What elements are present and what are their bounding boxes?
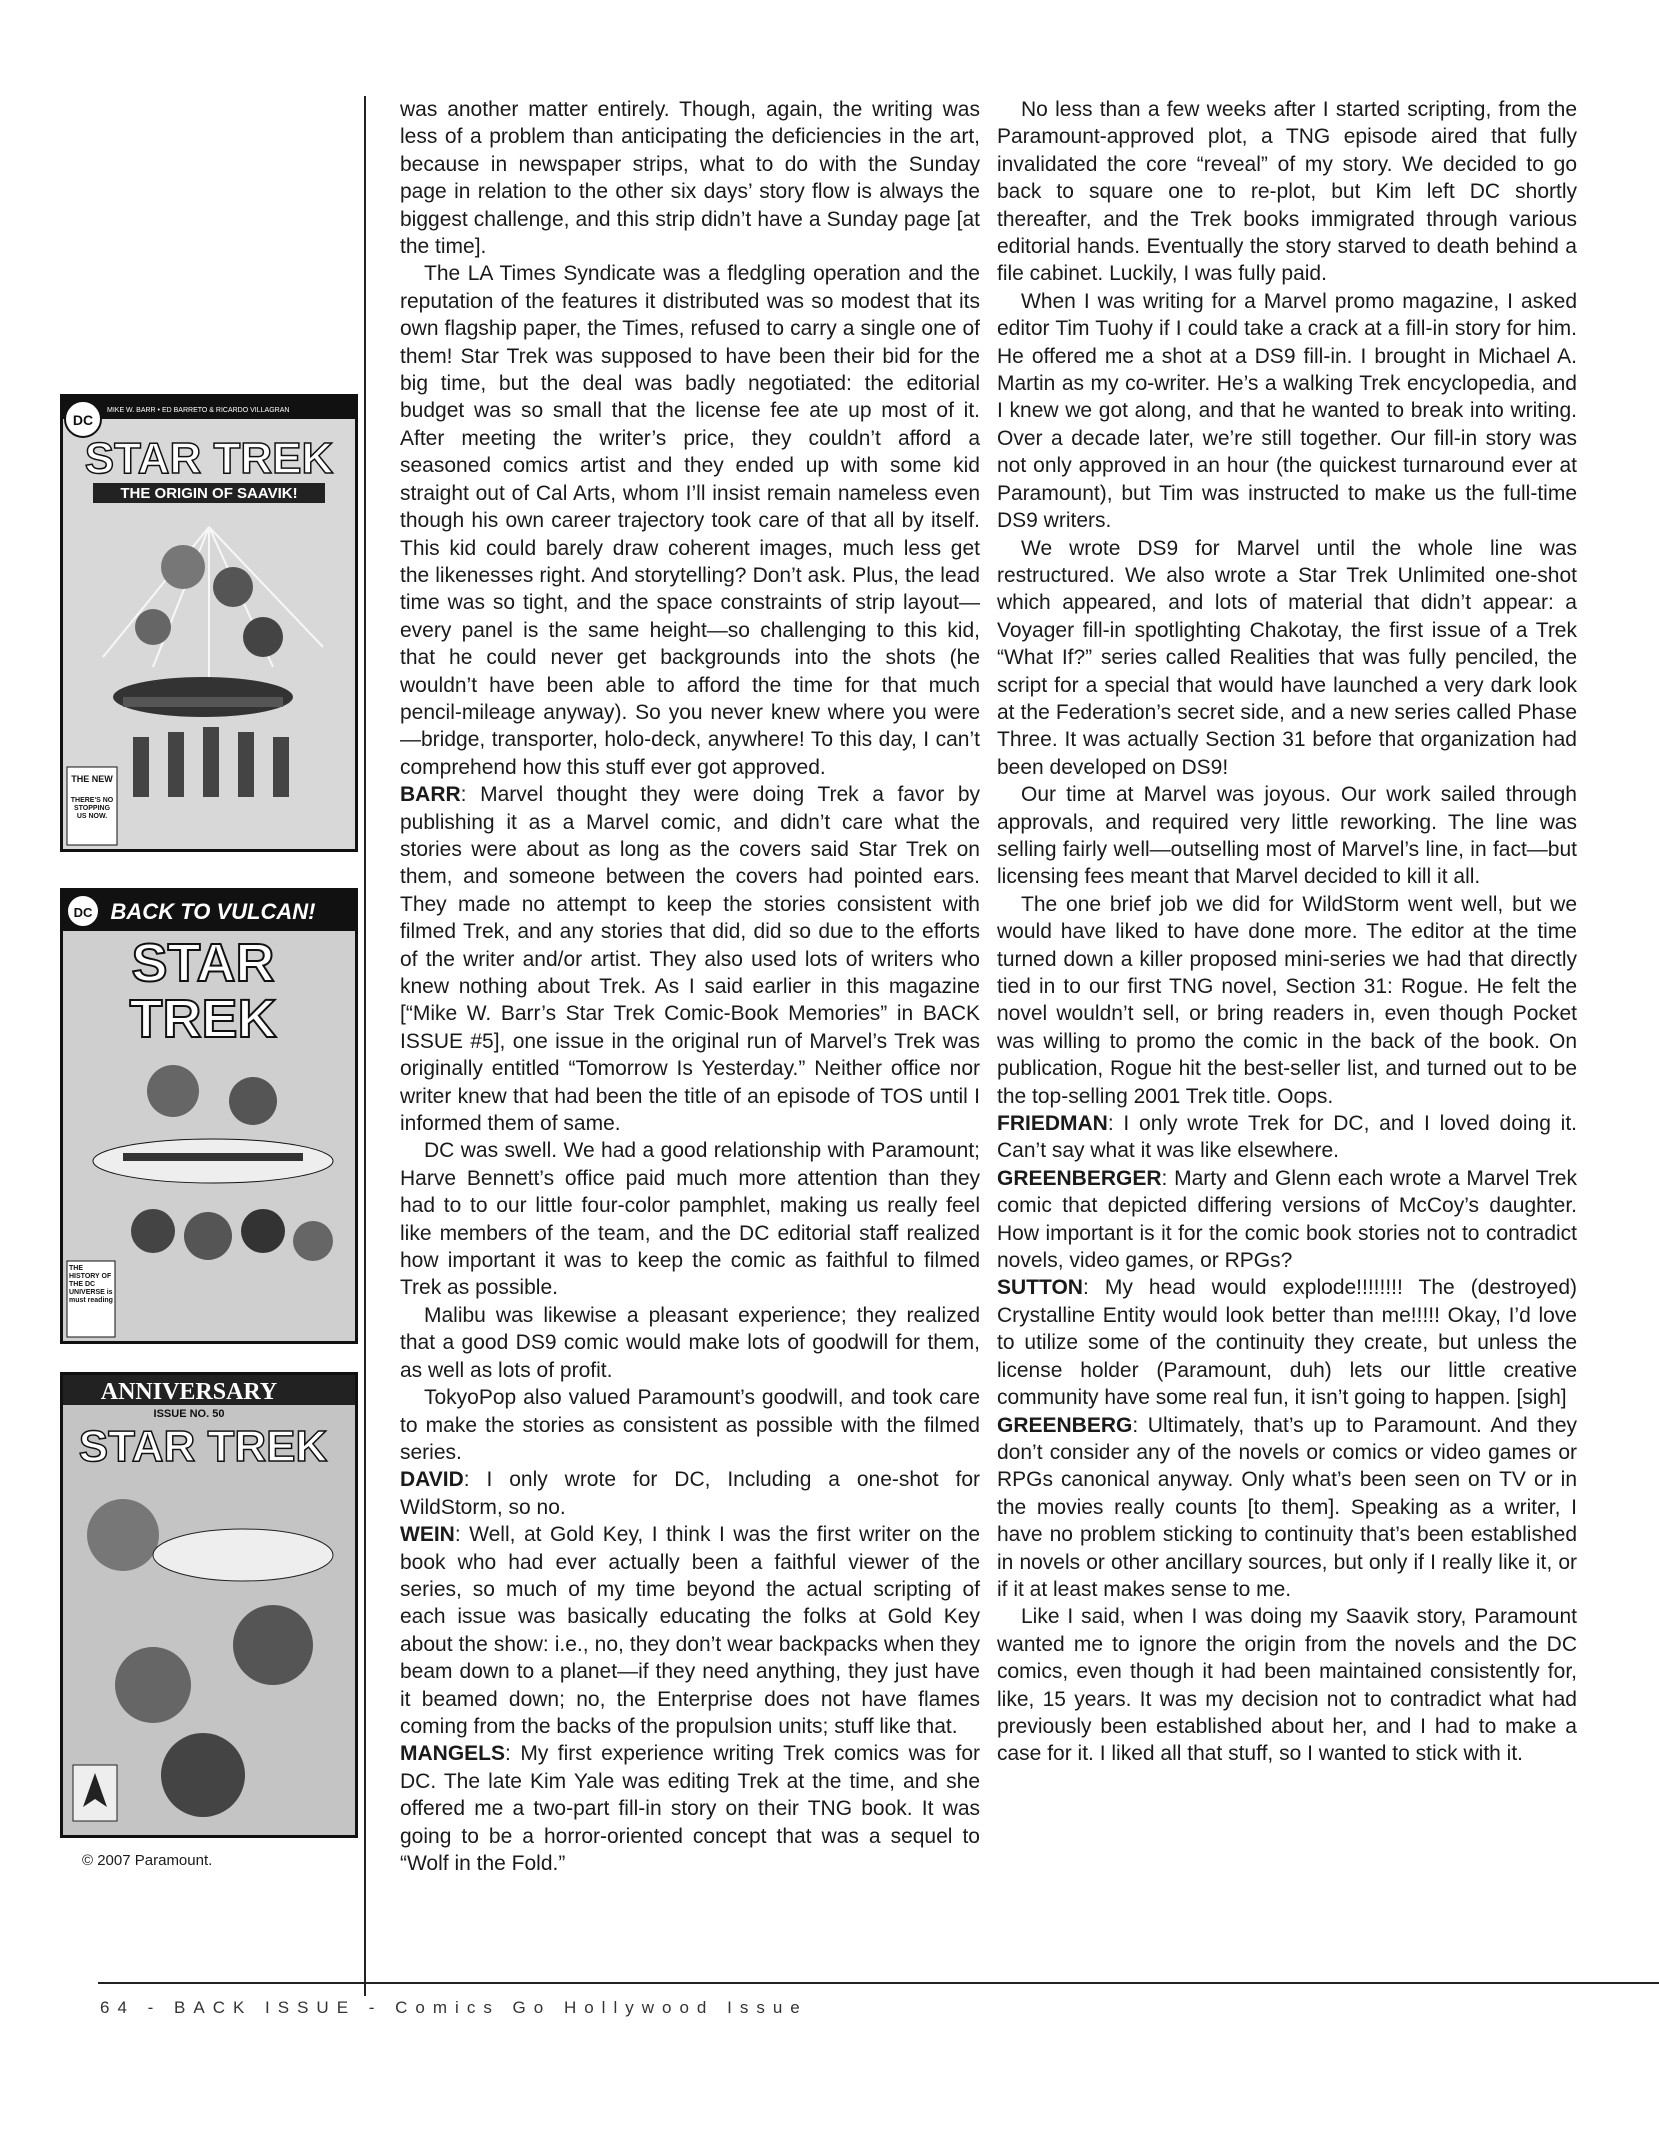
cover-art-3: [63, 1375, 355, 1835]
svg-text:STAR TREK: STAR TREK: [84, 434, 334, 483]
interview-answer: [400, 1740, 980, 1877]
svg-text:STAR TREK: STAR TREK: [78, 1422, 328, 1471]
cover-art-1: DC MIKE W. BARR • ED BARRETO & RICARDO VILLAGRAN STAR TREK THE ORIGIN OF SAAVIK! THE NEW THERE'S NO STOPPING US NOW.: [63, 397, 355, 849]
interview-answer: [400, 781, 980, 1137]
svg-text:ISSUE NO. 50: ISSUE NO. 50: [153, 1408, 225, 1420]
cover-back-to-vulcan: [60, 888, 358, 1344]
interview-answer: [997, 1110, 1577, 1165]
article-paragraph: The one brief job we did for WildStorm went well, but we would have liked to have done more. The editor at the time turned down a killer proposed mini-series we had that directly tied in to our first TNG novel, Section 31: Rogue. He felt the novel wouldn’t sell, or bring readers in, even though Pocket was willing to promo the comic in the back of the book. On publication, Rogue hit the best-seller list, and turned out to be the top-selling 2001 Trek title. Oops.: [997, 892, 1577, 1108]
svg-text:TREK: TREK: [129, 989, 277, 1049]
page-footer: 64 - BACK ISSUE - Comics Go Hollywood Issue: [100, 1998, 808, 2017]
article-paragraph: No less than a few weeks after I started scripting, from the Paramount-approved plot, a TNG episode aired that fully invalidated the core “reveal” of my story. We decided to go back to square one to re-plot, but Kim left DC shortly thereafter, and the Trek books immigrated through various editorial hands. Eventually the story starved to death behind a file cabinet. Luckily, I was fully paid.: [997, 98, 1577, 286]
interview-answer: [400, 1466, 980, 1521]
article-paragraph: DC was swell. We had a good relationship with Paramount; Harve Bennett’s office paid much more attention than they had to to our little four-color pamphlet, making us really feel like members of the team, and the DC editorial staff realized how important it was to keep the comic as faithful to filmed Trek as possible.: [400, 1139, 980, 1300]
answer-text: : I only wrote for DC, Including a one-shot for WildStorm, so no.: [400, 1468, 980, 1519]
answer-text: : I only wrote Trek for DC, and I loved doing it. Can’t say what it was like elsewhere.: [997, 1112, 1577, 1163]
column-divider: [364, 96, 366, 1996]
interview-answer: [997, 1412, 1577, 1604]
svg-text:THE ORIGIN OF SAAVIK!: THE ORIGIN OF SAAVIK!: [120, 485, 298, 502]
speaker-name: GREENBERG: [997, 1413, 1133, 1437]
article-paragraph: Malibu was likewise a pleasant experience; they realized that a good DS9 comic would make lots of goodwill for them, as well as lots of profit.: [400, 1303, 980, 1382]
answer-text: : My head would explode!!!!!!!! The (destroyed) Crystalline Entity would look better than me!!!!! Okay, I’d love to utilize some of the continuity they create, but unless the license holder (Paramount, duh) lets our little creative community have some real fun, it isn’t going to happen. [sigh]: [997, 1276, 1577, 1410]
article-paragraph: When I was writing for a Marvel promo magazine, I asked editor Tim Tuohy if I could take a crack at a fill-in story for him. He offered me a shot at a DS9 fill-in. I brought in Michael A. Martin as my co-writer. He’s a walking Trek encyclopedia, and I knew we got along, and that he wanted to break into writing. Over a decade later, we’re still together. Our fill-in story was not only approved in an hour (the quickest turnaround ever at Paramount), but Tim was instructed to make us the full-time DS9 writers.: [997, 289, 1577, 533]
answer-text: : Ultimately, that’s up to Paramount. And they don’t consider any of the novels or comics or video games or RPGs canonical anyway. Only what’s been seen on TV or in the movies really counts [to them]. Speaking as a writer, I have no problem sticking to continuity that’s been established in novels or other ancillary sources, but only if I really like it, or if it at least makes sense to me.: [997, 1413, 1577, 1601]
speaker-name: BARR: [400, 783, 461, 807]
article-paragraph: Like I said, when I was doing my Saavik story, Paramount wanted me to ignore the origin from the novels and the DC comics, even though it had been maintained consistently for, like, 15 years. It was my decision not to contradict what had previously been established about her, and I had to make a case for it. I liked all that stuff, so I wanted to stick with it.: [997, 1605, 1577, 1766]
cover-origin-of-saavik: [60, 394, 358, 852]
speaker-name: GREENBERGER: [997, 1166, 1162, 1190]
image-credit: © 2007 Paramount.: [82, 1852, 213, 1869]
interview-answer: [400, 1521, 980, 1740]
interview-answer: [997, 1165, 1577, 1275]
article-column-2: [997, 96, 1577, 1768]
speaker-name: FRIEDMAN: [997, 1112, 1108, 1136]
article-paragraph: TokyoPop also valued Paramount’s goodwill, and took care to make the stories as consistent as possible with the filmed series.: [400, 1386, 980, 1464]
speaker-name: SUTTON: [997, 1276, 1083, 1300]
cover-art-2: DC BACK TO VULCAN! STAR TREK THE HISTORY OF THE DC UNIVERSE is must reading: [63, 891, 355, 1341]
svg-text:DC: DC: [72, 412, 94, 428]
svg-text:BACK TO VULCAN!: BACK TO VULCAN!: [110, 899, 316, 924]
interview-answer: [997, 1274, 1577, 1411]
article-paragraph: The LA Times Syndicate was a fledgling operation and the reputation of the features it distributed was so modest that its own flagship paper, the Times, refused to carry a single one of them! Star Trek was supposed to have been their bid for the big time, but the deal was badly negotiated: the editorial budget was so small that the license fee ate up most of it. After meeting the writer’s price, they couldn’t afford a seasoned comics artist and they ended up with some kid straight out of Cal Arts, whom I’ll insist remain nameless even though his own career trajectory took care of that all by itself. This kid could barely draw coherent images, much less get the likenesses right. And storytelling? Don’t ask. Plus, the lead time was so tight, and the space constraints of strip layout—every panel is the same height—so challenging to this kid, that he could never get backgrounds into the shots (he wouldn’t have been able to afford the time for that much pencil-mileage anyway). So you never knew where you were—bridge, transporter, holo-deck, anywhere! To this day, I can’t comprehend how this stuff ever got approved.: [400, 262, 980, 779]
svg-text:STAR: STAR: [131, 933, 275, 993]
svg-text:MIKE W. BARR • ED BARRETO & RI: MIKE W. BARR • ED BARRETO & RICARDO VILLAGRAN: [107, 407, 290, 414]
article-column-1: [400, 96, 980, 1877]
answer-text: : Marvel thought they were doing Trek a favor by publishing it as a Marvel comic, and didn’t care what the stories were about as long as the covers said Star Trek on them, and someone between the covers had pointed ears. They made no attempt to keep the stories consistent with filmed Trek, and any stories that did, did so due to the efforts of the writer and/or artist. They also used lots of writers who knew nothing about Trek. As I said earlier in this magazine [“Mike W. Barr’s Star Trek Comic-Book Memories” in BACK ISSUE #5], one issue in the original run of Marvel’s Trek was originally entitled “Tomorrow Is Yesterday.” Neither office nor writer knew that had been the title of an episode of TOS until I informed them of same.: [400, 783, 980, 1136]
speaker-name: DAVID: [400, 1468, 464, 1492]
article-paragraph: Our time at Marvel was joyous. Our work sailed through approvals, and required very little reworking. The line was selling fairly well—outselling most of Marvel’s line, in fact—but licensing fees meant that Marvel decided to kill it all.: [997, 783, 1577, 889]
speaker-name: WEIN: [400, 1523, 455, 1547]
cover-anniversary-issue-50: [60, 1372, 358, 1838]
speaker-name: MANGELS: [400, 1742, 505, 1766]
article-paragraph: We wrote DS9 for Marvel until the whole line was restructured. We also wrote a Star Trek Unlimited one-shot which appeared, and lots of material that didn’t appear: a Voyager fill-in spotlighting Chakotay, the first issue of a Trek “What If?” series called Realities that was fully penciled, the script for a special that would have launched a very dark look at the Federation’s secret side, and a new series called Phase Three. It was actually Section 31 before that organization had been developed on DS9!: [997, 536, 1577, 779]
answer-text: : Marty and Glenn each wrote a Marvel Trek comic that depicted differing versions of McCoy’s daughter. How important is it for the comic book stories not to contradict novels, video games, or RPGs?: [997, 1166, 1577, 1273]
footer-rule: [98, 1982, 1659, 1984]
svg-text:ANNIVERSARY: ANNIVERSARY: [100, 1379, 278, 1405]
svg-text:DC: DC: [73, 905, 93, 920]
answer-text: : Well, at Gold Key, I think I was the first writer on the book who had ever actually been a faithful viewer of the series, so much of my time beyond the actual scripting of each issue was basically educating the folks at Gold Key about the show: i.e., no, they don’t wear backpacks when they beam down to a planet—if they need anything, they just have it beamed down; no, the Enterprise does not have flames coming from the backs of the propulsion units; stuff like that.: [400, 1523, 980, 1738]
answer-text: : My first experience writing Trek comics was for DC. The late Kim Yale was editing Trek at the time, and she offered me a two-part fill-in story on their TNG book. It was going to be a horror-oriented concept that was a sequel to “Wolf in the Fold.”: [400, 1742, 980, 1875]
article-paragraph: was another matter entirely. Though, again, the writing was less of a problem than anticipating the deficiencies in the art, because in newspaper strips, what to do with the Sunday page in relation to the other six days’ story flow is always the biggest challenge, and this strip didn’t have a Sunday page [at the time].: [400, 98, 980, 259]
svg-text:THE NEW: THE NEW: [71, 774, 113, 784]
